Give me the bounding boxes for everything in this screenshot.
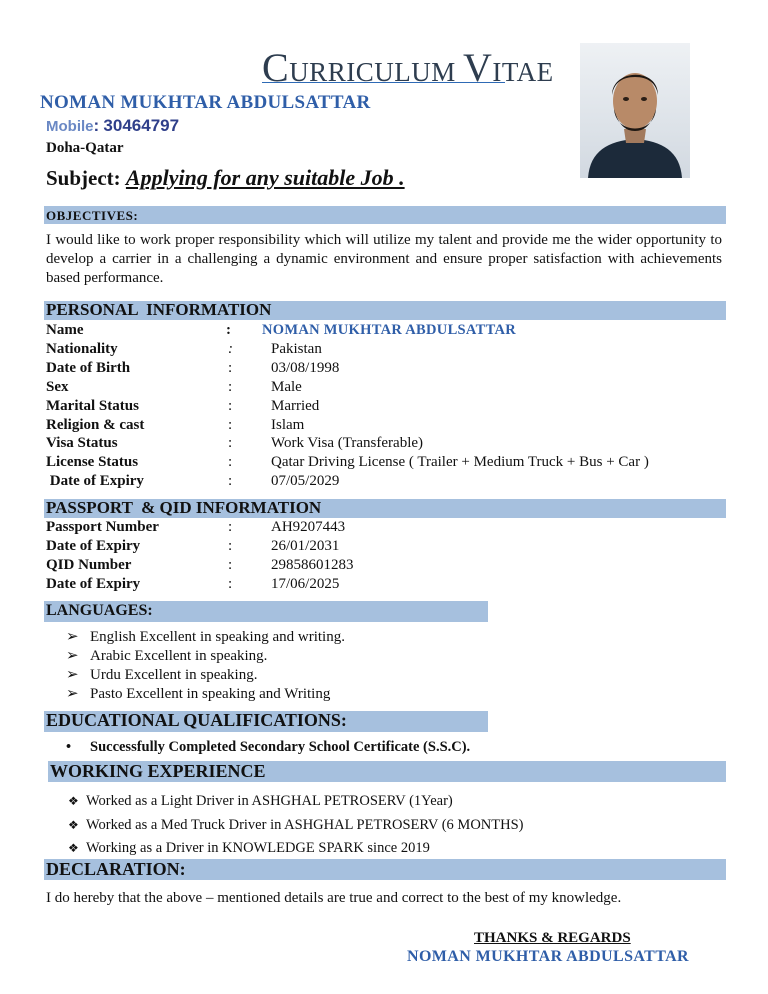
table-row: Date of Expiry : 17/06/2025: [46, 576, 340, 592]
list-item: ❖ Working as a Driver in KNOWLEDGE SPARK since 2019: [68, 837, 524, 861]
table-row: Date of Expiry : 07/05/2029: [46, 473, 340, 489]
objectives-heading: OBJECTIVES:: [46, 208, 139, 223]
table-row: Visa Status : Work Visa (Transferable): [46, 435, 424, 451]
diamond-bullet-icon: ❖: [68, 817, 79, 832]
table-row: Date of Birth : 03/08/1998: [46, 360, 340, 376]
arrow-bullet-icon: ➢: [66, 686, 79, 702]
table-row: Name : NOMAN MUKHTAR ABDULSATTAR: [46, 322, 517, 338]
document-title: CURRICULUM VITAE: [262, 45, 554, 90]
languages-heading: LANGUAGES:: [46, 602, 153, 619]
education-list: [66, 738, 470, 757]
diamond-bullet-icon: ❖: [68, 841, 79, 855]
disc-bullet-icon: •: [66, 739, 72, 755]
subject-value: Applying for any suitable Job .: [125, 165, 405, 190]
experience-heading: WORKING EXPERIENCE: [50, 761, 266, 781]
list-item: ➢ English Excellent in speaking and writing.: [66, 629, 345, 645]
list-item: • Successfully Completed Secondary School Certificate (S.S.C).: [66, 739, 471, 755]
passport-info-table: [46, 518, 446, 594]
mobile-label: Mobile: [46, 118, 94, 135]
applicant-name: NOMAN MUKHTAR ABDULSATTAR: [40, 92, 371, 113]
diamond-bullet-icon: ❖: [68, 794, 79, 808]
city: Doha-Qatar: [46, 140, 124, 156]
thanks-regards: THANKS & REGARDS: [474, 930, 631, 946]
table-row: Passport Number : AH9207443: [46, 519, 346, 535]
table-row: Religion & cast : Islam: [46, 417, 305, 433]
list-item: ❖ Worked as a Med Truck Driver in ASHGHAL PETROSERV (6 MONTHS): [68, 814, 524, 838]
personal-name-value: NOMAN MUKHTAR ABDULSATTAR: [262, 322, 517, 338]
signature-name: NOMAN MUKHTAR ABDULSATTAR: [407, 948, 690, 965]
objectives-text: I would like to work proper responsibility which will utilize my talent and provide me the wider opportunity to develop a carrier in a challenging a dynamic environment and ensure proper satisfaction with achievements based performance.: [46, 232, 722, 286]
education-heading: EDUCATIONAL QUALIFICATIONS:: [46, 710, 347, 730]
declaration-heading: DECLARATION:: [46, 859, 186, 879]
title-underline: [262, 82, 505, 83]
arrow-bullet-icon: ➢: [66, 667, 79, 683]
mobile-number: 30464797: [103, 116, 180, 135]
passport-info-heading: PASSPORT & QID INFORMATION: [46, 498, 322, 517]
declaration-text: I do hereby that the above – mentioned details are true and correct to the best of my knowledge.: [46, 890, 622, 906]
objectives-bar: [44, 206, 726, 224]
table-row: Date of Expiry : 26/01/2031: [46, 538, 340, 554]
table-row: Nationality : Pakistan: [46, 341, 322, 357]
mobile-row: Mobile: 30464797: [46, 116, 180, 135]
arrow-bullet-icon: ➢: [66, 629, 79, 645]
personal-info-table: [46, 321, 736, 491]
subject-label: Subject:: [46, 166, 121, 190]
table-row: Marital Status : Married: [46, 398, 320, 414]
list-item: ❖ Worked as a Light Driver in ASHGHAL PETROSERV (1Year): [68, 790, 524, 814]
list-item: ➢ Pasto Excellent in speaking and Writing: [66, 686, 331, 702]
person-photo-icon: [580, 43, 690, 178]
table-row: QID Number : 29858601283: [46, 557, 354, 573]
experience-list: [68, 790, 524, 861]
profile-photo: [580, 43, 690, 178]
list-item: ➢ Urdu Excellent in speaking.: [66, 667, 258, 683]
personal-info-heading: PERSONAL INFORMATION: [46, 300, 272, 319]
list-item: ➢ Arabic Excellent in speaking.: [66, 648, 268, 664]
languages-list: [66, 628, 345, 704]
arrow-bullet-icon: ➢: [66, 648, 79, 664]
subject-line: [46, 165, 405, 191]
table-row: Sex : Male: [46, 379, 302, 395]
table-row: License Status : Qatar Driving License ( Trailer + Medium Truck + Bus + Car ): [46, 454, 649, 470]
